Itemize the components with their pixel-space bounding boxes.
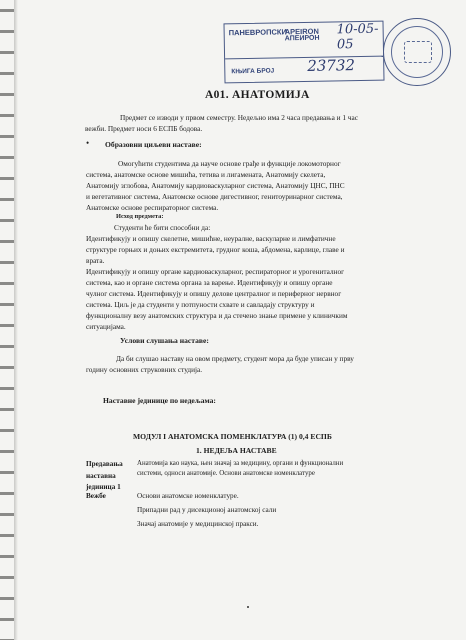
row-label: јединица 1 <box>86 483 121 491</box>
stamp-book-label: КЊИГА БРОЈ <box>231 67 275 76</box>
outcomes-line: функционалну везу анатомских структура и да стечено знање примене у клиничким <box>86 311 348 320</box>
document-title: А01. АНАТОМИЈА <box>205 89 310 101</box>
row-text: Основи анатомске номенклатуре. <box>137 492 239 500</box>
module-title: МОДУЛ I АНАТОМСКА ПОМЕНКЛАТУРА (1) 0,4 ЕСПБ <box>133 432 332 441</box>
conditions-line: Да би слушао наставу на овом предмету, студент мора да буде уписан у прву <box>116 354 354 363</box>
outcomes-intro: Студенти ће бити способни да: <box>114 223 211 232</box>
row-text: Припадни рад у дисекционој анатомској сали <box>137 506 277 514</box>
conditions-line: годину основних струковних студија. <box>86 365 203 374</box>
spiral-binding <box>0 0 18 640</box>
outcomes-subheading: Исход предмета: <box>116 213 164 220</box>
stamp-number: 23732 <box>307 56 356 75</box>
bullet-icon: • <box>86 138 90 148</box>
units-heading: Наставне јединице по недељама: <box>103 396 216 405</box>
goals-line: Анатомију зглобова, Анатомију кардиоваскуларног система, Анатомију ЦНС, ПНС <box>86 181 345 190</box>
row-label: Предавања <box>86 460 123 468</box>
outcomes-line: чулног система. Идентификују и опишу делове централног и периферног нервног <box>86 289 342 298</box>
stamp-date: 10-05-05 <box>336 21 379 53</box>
goals-line: и вегетативног система, Анатомске основе дигестивног, генитоуринарног система, <box>86 192 343 201</box>
stamp-institution-lat1: APEIRON <box>284 26 319 37</box>
row-text: Анатомија као наука, њен значај за медицину, органи и функционални <box>137 460 344 467</box>
goals-line: Омогућити студентима да науче основе грађе и функције локомоторног <box>118 159 341 168</box>
goals-line: Анатомске основе респираторног система. <box>86 203 219 212</box>
registry-stamp <box>223 21 384 84</box>
outcomes-line: система. Циљ је да студенти у потпуности схвате и савладају структуру и <box>86 300 315 309</box>
stamp-institution-cyr: ПАНЕВРОПСКИ <box>228 27 287 38</box>
intro-line-2: вежби. Предмет носи 6 ЕСПБ бодова. <box>85 124 203 133</box>
row-label: наставна <box>86 472 116 480</box>
outcomes-line: врата. <box>86 256 105 265</box>
goals-heading: Образовни циљеви наставе: <box>105 140 202 149</box>
week-title: 1. НЕДЕЉА НАСТАВЕ <box>196 446 277 455</box>
row-label: Вежбе <box>86 492 106 500</box>
round-seal <box>383 18 451 86</box>
goals-line: система, анатомске основе мишића, тетива и лигамената, Анатомију скелета, <box>86 170 326 179</box>
stamp-institution-cyr2: АПЕИРОН <box>284 34 320 43</box>
outcomes-line: ситуацијама. <box>86 322 126 331</box>
outcomes-line: система, као и органе система органа за варење. Идентификују и опишу органе <box>86 278 333 287</box>
outcomes-line: Идентификују и опишу скелетне, мишићне, неуралне, васкуларне и лимфатичне <box>86 234 336 243</box>
outcomes-line: Идентификују и опишу органе кардиоваскуларног, респираторног и урогениталног <box>86 267 345 276</box>
outcomes-line: структуре горњих и доњих екстремитета, грудног коша, абдомена, карлице, главе и <box>86 245 345 254</box>
conditions-heading: Услови слушања наставе: <box>120 336 209 345</box>
speck <box>247 606 249 608</box>
intro-line-1: Предмет се изводи у првом семестру. Недељно има 2 часа предавања и 1 час <box>120 113 358 122</box>
row-text: системи, односи анатомије. Основи анатомске номенклатуре <box>137 470 315 477</box>
row-text: Значај анатомије у медицинској пракси. <box>137 520 259 528</box>
